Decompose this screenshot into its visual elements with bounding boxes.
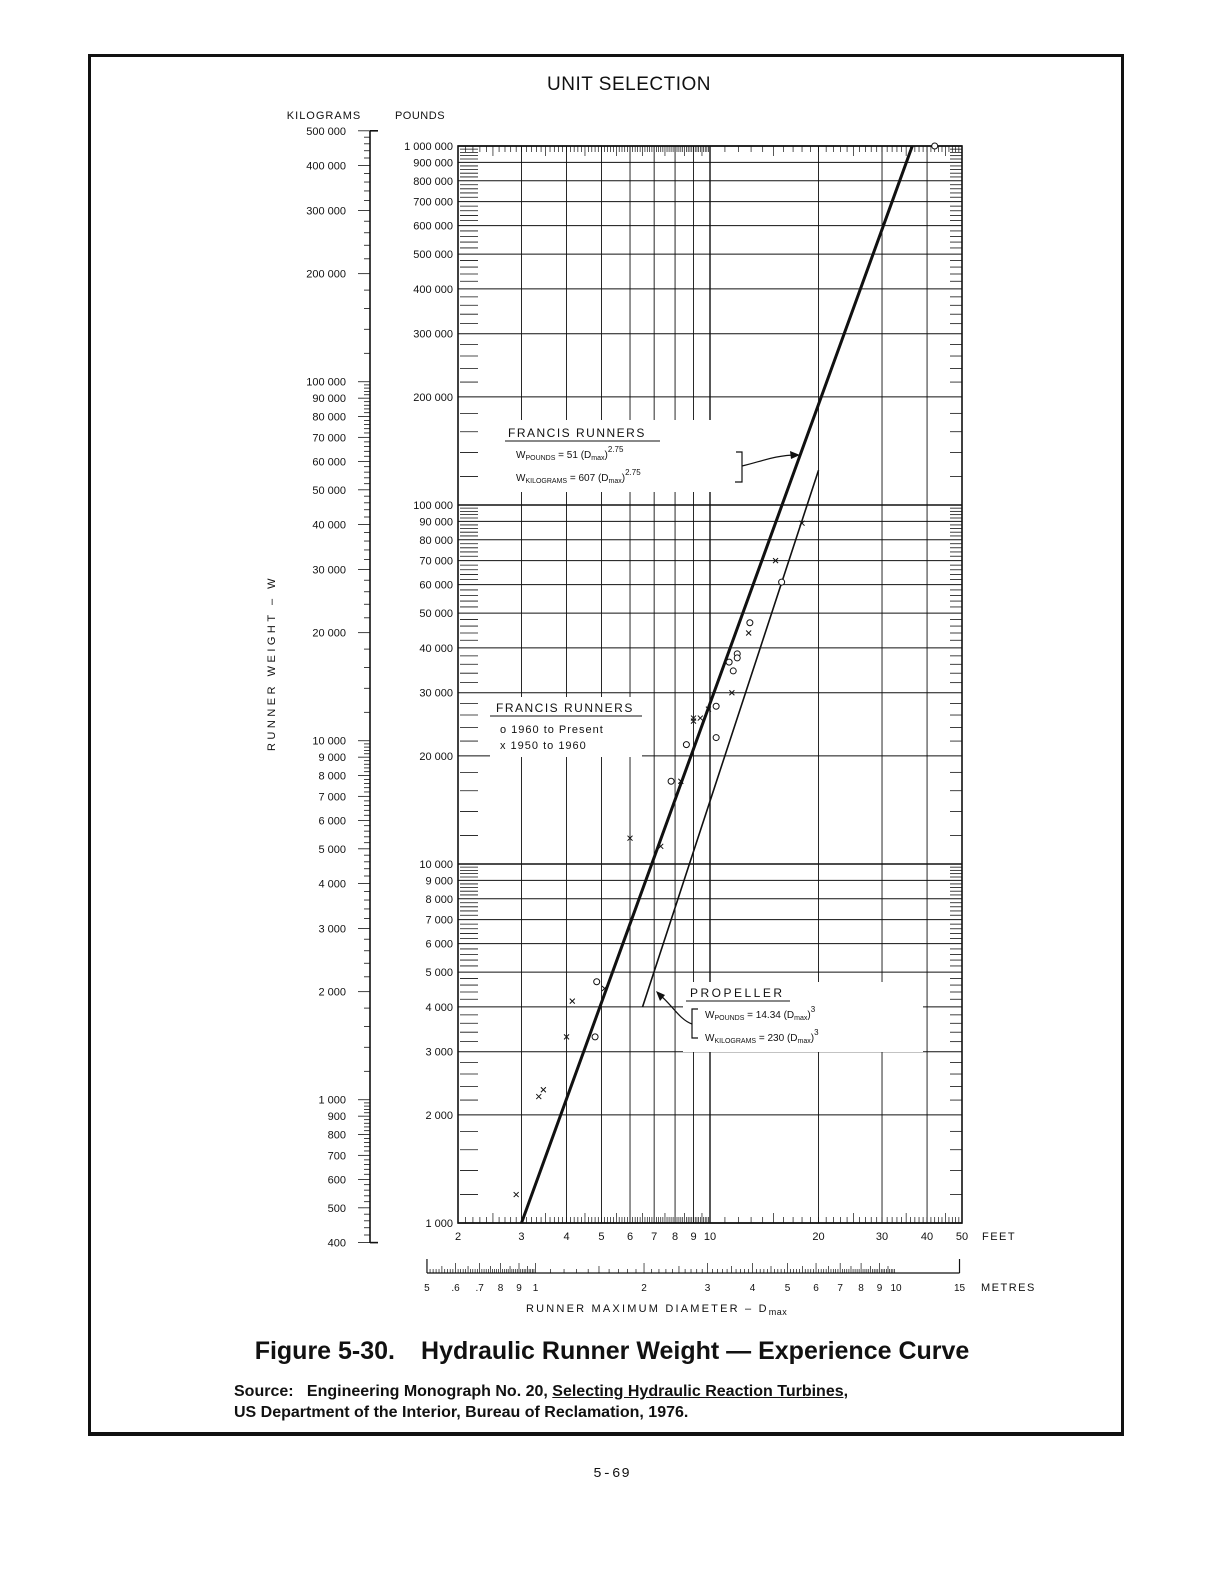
y-tick-label-kilograms: 4 000 <box>318 878 346 891</box>
y-tick-label-kilograms: 1 000 <box>318 1094 346 1107</box>
x-tick-label-metres: 1 <box>532 1283 539 1294</box>
y-tick-label-kilograms: 6 000 <box>318 815 346 828</box>
y-tick-label-kilograms: 8 000 <box>318 770 346 783</box>
francis-kilograms-formula-part: 2.75 <box>625 468 641 477</box>
y-tick-label-kilograms: 400 000 <box>306 160 346 173</box>
y-tick-label-pounds: 10 000 <box>419 859 453 871</box>
y-tick-label-kilograms: 300 000 <box>306 205 346 218</box>
y-tick-label-kilograms: 800 <box>327 1129 346 1142</box>
y-tick-label-pounds: 800 000 <box>413 175 453 188</box>
x-tick-label-metres: 8 <box>497 1283 504 1294</box>
y-tick-label-pounds: 1 000 000 <box>404 141 453 153</box>
data-point-1960-present <box>592 1034 598 1040</box>
source-title: Selecting Hydraulic Reaction Turbines, <box>552 1383 849 1400</box>
francis-pounds-formula-part: max <box>591 455 605 462</box>
y-tick-label-pounds: 3 000 <box>425 1046 453 1059</box>
propeller-pounds-formula-part: 3 <box>810 1005 816 1014</box>
y-tick-label-pounds: 30 000 <box>419 687 453 700</box>
y-tick-label-kilograms: 20 000 <box>312 627 346 640</box>
y-tick-label-pounds: 900 000 <box>413 157 453 170</box>
y-tick-label-pounds: 100 000 <box>413 500 453 512</box>
y-tick-label-kilograms: 500 000 <box>306 125 346 138</box>
y-tick-label-kilograms: 400 <box>327 1237 346 1250</box>
data-point-1960-present <box>668 778 674 784</box>
francis-kilograms-formula-part: W <box>516 473 526 484</box>
y-tick-label-pounds: 60 000 <box>419 579 453 592</box>
data-point-1960-present <box>713 735 719 741</box>
data-point-1960-present <box>747 620 753 626</box>
propeller-fit-line <box>643 470 819 1007</box>
x-tick-label-metres: 2 <box>641 1283 647 1294</box>
propeller-kilograms-formula-part: ) <box>810 1033 815 1044</box>
x-tick-label-metres: 9 <box>516 1283 522 1294</box>
y-tick-label-kilograms: 40 000 <box>312 519 346 532</box>
y-tick-label-pounds: 4 000 <box>425 1001 453 1014</box>
data-point-1960-present <box>594 979 600 985</box>
y-tick-label-pounds: 80 000 <box>419 534 453 547</box>
propeller-arrow-head <box>656 991 665 1001</box>
propeller-pounds-formula-part: W <box>705 1010 715 1021</box>
x-tick-label-metres: 15 <box>953 1283 966 1294</box>
chart-title: UNIT SELECTION <box>547 74 711 95</box>
y-tick-label-kilograms: 600 <box>327 1174 346 1187</box>
francis-arrow-line <box>742 455 797 466</box>
x-tick-label-metres: 9 <box>876 1283 883 1294</box>
data-point-1950-1960 <box>698 716 703 721</box>
x-axis-label: RUNNER MAXIMUM DIAMETER – $D_{max}$ <box>526 1303 788 1317</box>
y-tick-label-kilograms: 900 <box>327 1111 346 1124</box>
y-tick-label-pounds: 700 000 <box>413 196 453 209</box>
francis-pounds-formula-part: = 51 (D <box>555 450 592 461</box>
data-point-1960-present <box>734 655 740 661</box>
data-point-1960-present <box>932 143 938 149</box>
propeller-formula-title: PROPELLER <box>690 986 785 1000</box>
y-tick-label-pounds: 50 000 <box>419 608 453 621</box>
x-tick-label-feet: 3 <box>518 1231 525 1243</box>
source-label: Source: <box>234 1383 294 1400</box>
data-point-1960-present <box>683 742 689 748</box>
data-point-1950-1960 <box>746 631 751 636</box>
y-tick-label-kilograms: 70 000 <box>312 432 346 445</box>
francis-kilograms-formula-part: ) <box>621 473 626 484</box>
y-tick-label-kilograms: 500 <box>327 1202 346 1215</box>
propeller-pounds-formula-part: = 14.34 (D <box>744 1010 795 1021</box>
propeller-kilograms-formula-part: W <box>705 1033 715 1044</box>
y-axis-label: RUNNER WEIGHT – W <box>266 574 278 752</box>
y-tick-label-pounds: 500 000 <box>413 249 453 262</box>
x-tick-label-feet: 6 <box>626 1231 634 1243</box>
x-tick-label-metres: 6 <box>813 1283 819 1294</box>
y-tick-label-kilograms: 50 000 <box>312 484 346 497</box>
metres-unit-label: METRES <box>981 1282 1036 1294</box>
x-tick-label-metres: 4 <box>749 1283 756 1294</box>
francis-pounds-formula-part: POUNDS <box>525 455 556 462</box>
propeller-pounds-formula-part: POUNDS <box>714 1015 745 1022</box>
propeller-kilograms-formula-part: 3 <box>814 1028 819 1037</box>
y-tick-label-pounds: 8 000 <box>425 893 453 906</box>
y-tick-label-kilograms: 9 000 <box>318 752 346 765</box>
x-tick-label-metres: .7 <box>475 1283 484 1294</box>
y-tick-label-kilograms: 700 <box>327 1150 346 1163</box>
data-point-1960-present <box>779 579 785 585</box>
propeller-kilograms-formula-part: = 230 (D <box>756 1033 798 1044</box>
y-tick-label-pounds: 70 000 <box>419 555 453 568</box>
francis-kilograms-formula-part: max <box>608 478 622 485</box>
x-tick-label-feet: 4 <box>563 1231 570 1243</box>
pounds-unit-label: POUNDS <box>394 110 446 122</box>
propeller-kilograms-formula-part: KILOGRAMS <box>714 1038 757 1045</box>
x-tick-label-metres: 7 <box>837 1283 843 1294</box>
x-tick-label-feet: 8 <box>671 1231 679 1243</box>
figure-caption <box>0 1337 1224 1366</box>
x-tick-label-metres: 8 <box>858 1283 864 1294</box>
y-tick-label-pounds: 9 000 <box>425 875 453 888</box>
x-tick-label-feet: 20 <box>812 1231 825 1243</box>
y-tick-label-kilograms: 7 000 <box>318 791 346 804</box>
source-line-2: US Department of the Interior, Bureau of Reclamation, 1976. <box>234 1404 689 1421</box>
kilograms-unit-label: KILOGRAMS <box>286 110 362 122</box>
y-tick-label-pounds: 300 000 <box>413 328 453 341</box>
y-tick-label-kilograms: 90 000 <box>312 393 346 406</box>
y-tick-label-pounds: 6 000 <box>425 938 453 951</box>
x-tick-label-metres: 5 <box>424 1283 430 1294</box>
y-tick-label-pounds: 600 000 <box>413 220 453 233</box>
data-point-1960-present <box>713 703 719 709</box>
y-tick-label-kilograms: 2 000 <box>318 986 346 999</box>
x-tick-label-feet: 9 <box>690 1231 697 1243</box>
data-point-1960-present <box>730 668 736 674</box>
y-tick-label-pounds: 1 000 <box>425 1218 453 1230</box>
figure-title: Hydraulic Runner Weight — Experience Curve <box>421 1337 970 1365</box>
propeller-pounds-formula-part: max <box>794 1015 808 1022</box>
propeller-kilograms-formula-part: max <box>797 1038 811 1045</box>
page-number: 5-69 <box>593 1466 631 1482</box>
x-tick-label-feet: 40 <box>920 1231 934 1243</box>
x-tick-label-feet: 10 <box>703 1231 717 1243</box>
y-tick-label-pounds: 5 000 <box>425 967 453 980</box>
y-tick-label-kilograms: 200 000 <box>306 268 346 281</box>
y-tick-label-pounds: 400 000 <box>413 283 453 296</box>
francis-fit-line <box>521 146 912 1223</box>
francis-pounds-formula-part: ) <box>604 450 608 461</box>
y-tick-label-pounds: 7 000 <box>425 914 453 927</box>
data-point-1960-present <box>726 659 732 665</box>
x-tick-label-metres: 3 <box>704 1283 711 1294</box>
propeller-pounds-formula-part: ) <box>807 1010 811 1021</box>
data-point-1950-1960 <box>541 1087 546 1092</box>
y-tick-label-pounds: 90 000 <box>419 516 453 529</box>
data-point-1950-1960 <box>514 1192 519 1197</box>
x-tick-label-feet: 30 <box>875 1231 889 1243</box>
francis-formula-title: FRANCIS RUNNERS <box>508 426 646 440</box>
francis-kilograms-formula-part: = 607 (D <box>567 473 609 484</box>
y-tick-label-kilograms: 10 000 <box>312 735 346 748</box>
x-tick-label-feet: 50 <box>955 1231 969 1243</box>
y-tick-label-kilograms: 100 000 <box>306 376 346 389</box>
y-tick-label-kilograms: 80 000 <box>312 411 346 424</box>
y-tick-label-kilograms: 5 000 <box>318 843 346 856</box>
y-tick-label-kilograms: 30 000 <box>312 564 346 577</box>
y-tick-label-kilograms: 3 000 <box>318 923 346 936</box>
x-tick-label-feet: 2 <box>454 1231 462 1243</box>
x-tick-label-feet: 5 <box>598 1231 605 1243</box>
x-tick-label-feet: 7 <box>651 1231 658 1243</box>
francis-pounds-formula-part: W <box>516 450 526 461</box>
source-note <box>234 1381 848 1423</box>
francis-kilograms-formula-part: KILOGRAMS <box>525 478 568 485</box>
y-tick-label-pounds: 2 000 <box>425 1109 453 1122</box>
x-axis-label-subscript: max <box>768 1307 788 1317</box>
x-tick-label-metres: .6 <box>451 1283 460 1294</box>
x-tick-label-metres: 10 <box>890 1283 902 1294</box>
y-tick-label-pounds: 40 000 <box>419 642 453 655</box>
legend-title: FRANCIS RUNNERS <box>496 701 634 715</box>
data-point-1950-1960 <box>536 1094 541 1099</box>
legend-item-1950-1960: x 1950 to 1960 <box>500 740 587 752</box>
x-tick-label-metres: 5 <box>784 1283 791 1294</box>
francis-pounds-formula-part: 2.75 <box>607 445 624 454</box>
figure-number: Figure 5-30. <box>254 1337 396 1365</box>
y-tick-label-pounds: 20 000 <box>419 750 453 763</box>
feet-unit-label: FEET <box>982 1231 1017 1243</box>
y-tick-label-pounds: 200 000 <box>413 391 453 404</box>
legend-item-1960-present: o 1960 to Present <box>500 724 604 736</box>
source-text: Engineering Monograph No. 20, <box>306 1383 548 1400</box>
y-tick-label-kilograms: 60 000 <box>312 456 346 469</box>
data-point-1950-1960 <box>570 999 575 1004</box>
